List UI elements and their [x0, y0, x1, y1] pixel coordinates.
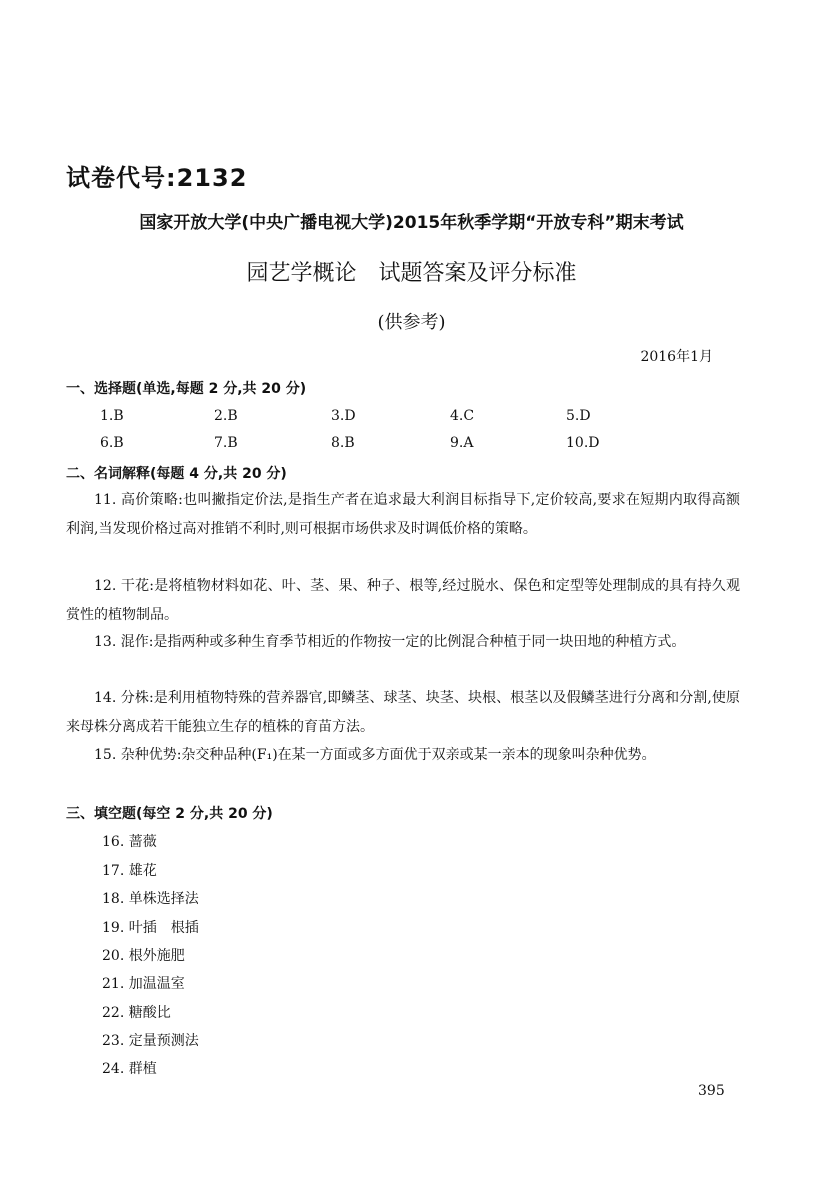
fill-answer: 21. 加温温室 [102, 976, 185, 992]
answer-item: 1.B [100, 408, 124, 424]
answer-item: 6.B [100, 435, 124, 451]
exam-title: 国家开放大学(中央广播电视大学)2015年秋季学期“开放专科”期末考试 [139, 213, 684, 233]
section-title: 三、填空题(每空 2 分,共 20 分) [66, 806, 273, 822]
definition-paragraph: 11. 高价策略:也叫撇指定价法,是指生产者在追求最大利润目标指导下,定价较高,要求在短期内取得高额利润,当发现价格过高对推销不利时,则可根据市场供求及时调低价格的策略。 [66, 492, 740, 537]
answer-item: 7.B [214, 435, 238, 451]
exam-date: 2016年1月 [640, 349, 713, 365]
section-title: 一、选择题(单选,每题 2 分,共 20 分) [66, 381, 307, 397]
page-number: 395 [698, 1083, 725, 1099]
answer-item: 9.A [450, 435, 474, 451]
section-title: 二、名词解释(每题 4 分,共 20 分) [66, 466, 287, 482]
answer-item: 5.D [566, 408, 591, 424]
exam-code: 试卷代号:2132 [66, 164, 248, 192]
answer-item: 3.D [331, 408, 356, 424]
subject-title: 园艺学概论 试题答案及评分标准 [246, 261, 577, 286]
fill-answer: 20. 根外施肥 [102, 948, 185, 964]
fill-answer: 19. 叶插 根插 [102, 920, 199, 936]
answer-item: 10.D [566, 435, 600, 451]
fill-answer: 22. 糖酸比 [102, 1005, 171, 1021]
answer-item: 2.B [214, 408, 238, 424]
fill-answer: 17. 雄花 [102, 863, 157, 879]
fill-answer: 23. 定量预测法 [102, 1033, 199, 1049]
answer-item: 8.B [331, 435, 355, 451]
definition-paragraph: 12. 干花:是将植物材料如花、叶、茎、果、种子、根等,经过脱水、保色和定型等处理制成的具有持久观赏性的植物制品。 [66, 578, 740, 623]
fill-answer: 16. 蔷薇 [102, 834, 157, 850]
reference-note: (供参考) [377, 312, 446, 333]
definition-paragraph: 13. 混作:是指两种或多种生育季节相近的作物按一定的比例混合种植于同一块田地的种植方式。 [94, 634, 686, 650]
definition-paragraph: 14. 分株:是利用植物特殊的营养器官,即鳞茎、球茎、块茎、块根、根茎以及假鳞茎进行分离和分割,使原来母株分离成若干能独立生存的植株的育苗方法。 [66, 690, 740, 735]
fill-answer: 24. 群植 [102, 1061, 157, 1077]
definition-paragraph: 15. 杂种优势:杂交种品种(F₁)在某一方面或多方面优于双亲或某一亲本的现象叫杂种优势。 [94, 747, 656, 763]
answer-item: 4.C [450, 408, 475, 424]
fill-answer: 18. 单株选择法 [102, 891, 199, 907]
